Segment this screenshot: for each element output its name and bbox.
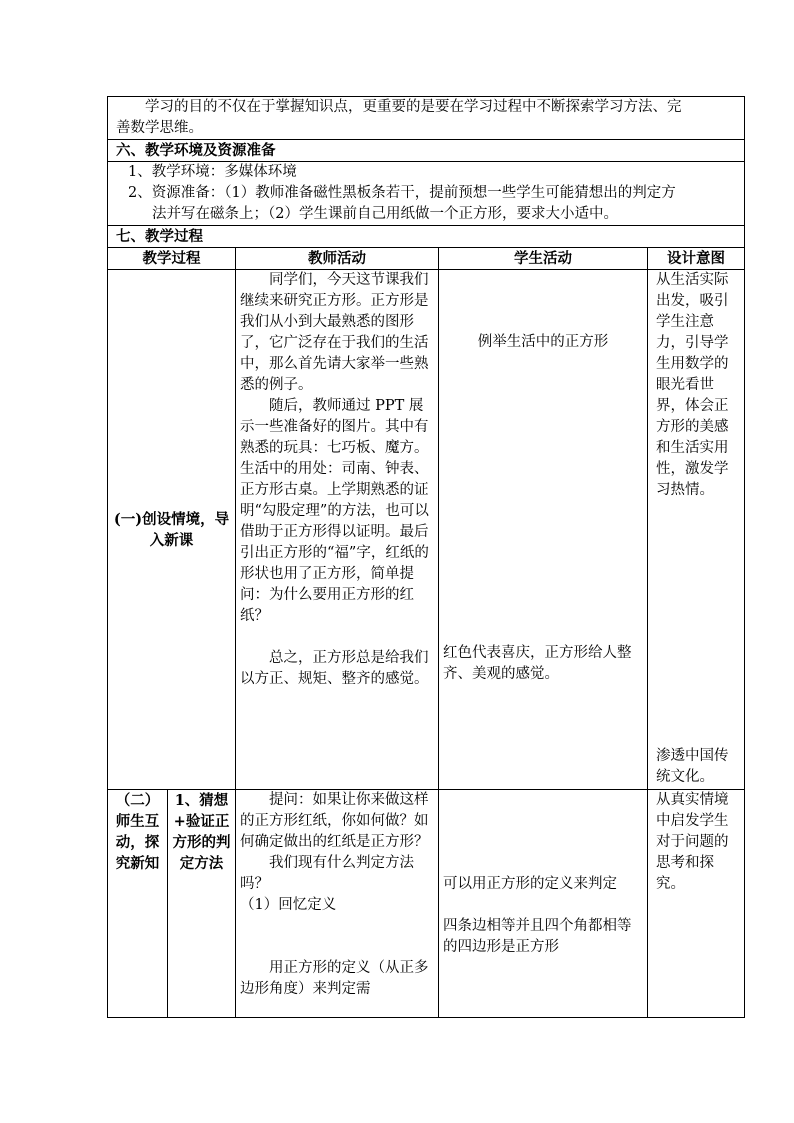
stage2-teacher-p2: 我们现有什么判定方法吗？ [240, 855, 414, 892]
stage1-design-cell [648, 270, 745, 790]
section6-content-row [108, 162, 745, 226]
section7-title-row [108, 226, 745, 248]
intro-line-2: 善数学思维。 [116, 120, 203, 136]
stage1-teacher-cell [236, 270, 439, 790]
stage1-teacher-p1: 同学们，今天这节课我们继续来研究正方形。正方形是我们从小到大最熟悉的图形了，它广泛存在于我们的生活中，那么首先请大家举一些熟悉的例子。 [240, 272, 429, 393]
stage1-row [108, 270, 745, 790]
stage2-row [108, 790, 745, 1018]
section7-title: 七、教学过程 [108, 226, 745, 248]
stage1-design-2: 渗透中国传统文化。 [656, 748, 729, 785]
resource-item-2-line-1: 2、资源准备：（1）教师准备磁性黑板条若干，提前预想一些学生可能猜想出的判定方 [128, 185, 676, 201]
lesson-plan-table [107, 96, 745, 1018]
stage2-sub-name: 1、猜想+验证正方形的判定方法 [168, 790, 236, 1018]
stage1-design-1: 从生活实际出发，吸引学生注意力，引导学生用数学的眼光看世界，体会正方形的美感和生活实用性，激发学习热情。 [656, 272, 729, 498]
stage2-teacher-p1: 提问：如果让你来做这样的正方形红纸，你如何做？如何确定做出的红纸是正方形？ [240, 792, 429, 850]
stage2-name: （二）师生互动，探究新知 [108, 790, 168, 1018]
stage2-teacher-p3: （1）回忆定义 [240, 897, 337, 913]
stage2-design-1: 从真实情境中启发学生对于问题的思考和探究。 [656, 792, 729, 892]
stage2-student-1: 可以用正方形的定义来判定 [443, 876, 617, 892]
stage2-teacher-cell [236, 790, 439, 1018]
stage1-student-cell [439, 270, 648, 790]
resource-item-1: 1、教学环境：多媒体环境 [128, 164, 297, 180]
header-teacher: 教师活动 [236, 248, 439, 270]
section6-title: 六、教学环境及资源准备 [108, 140, 745, 162]
intro-line-1: 学习的目的不仅在于掌握知识点，更重要的是要在学习过程中不断探索学习方法、完 [145, 99, 682, 115]
header-design: 设计意图 [648, 248, 745, 270]
stage2-student-cell [439, 790, 648, 1018]
document-page [107, 96, 744, 1018]
header-student: 学生活动 [439, 248, 648, 270]
stage1-student-1: 例举生活中的正方形 [477, 334, 609, 350]
intro-cell [108, 97, 745, 140]
stage1-student-2: 红色代表喜庆，正方形给人整齐、美观的感觉。 [443, 645, 632, 682]
stage2-teacher-p4: 用正方形的定义（从正多边形角度）来判定需 [240, 960, 429, 997]
stage1-teacher-p2: 随后，教师通过 PPT 展示一些准备好的图片。其中有熟悉的玩具：七巧板、魔方。生活中的用处：司南、钟表、正方形古桌。上学期熟悉的证明“勾股定理”的方法，也可以借助于正方形得以证明。最后引出正方形的“福”字，红纸的形状也用了正方形，简单提问：为什么要用正方形的红纸？ [240, 398, 429, 624]
header-process: 教学过程 [108, 248, 236, 270]
resource-item-2-line-2: 法并写在磁条上；（2）学生课前自己用纸做一个正方形，要求大小适中。 [152, 206, 618, 222]
table-header-row [108, 248, 745, 270]
stage2-student-2: 四条边相等并且四个角都相等的四边形是正方形 [443, 918, 632, 955]
section6-content [108, 162, 745, 226]
stage2-design-cell [648, 790, 745, 1018]
intro-row [108, 97, 745, 140]
stage1-teacher-p3: 总之，正方形总是给我们以方正、规矩、整齐的感觉。 [240, 650, 429, 687]
stage1-name: (一)创设情境，导入新课 [108, 270, 236, 790]
section6-title-row [108, 140, 745, 162]
